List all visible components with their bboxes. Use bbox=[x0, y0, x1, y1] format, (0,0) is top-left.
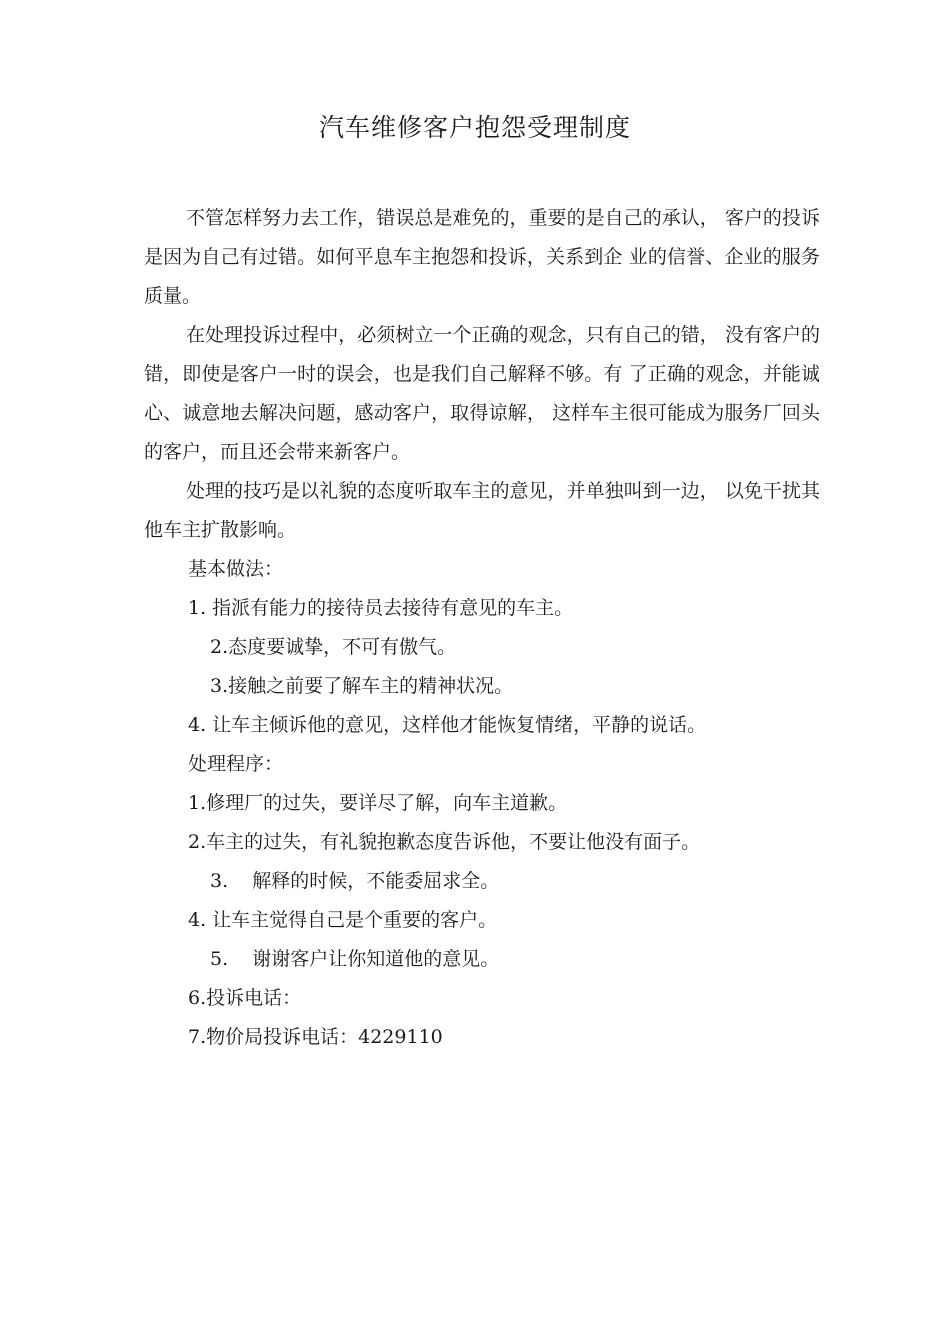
procedure-item: 3. 解释的时候，不能委屈求全。 bbox=[210, 870, 500, 892]
paragraph-intro: 不管怎样努力去工作，错误总是难免的，重要的是自己的承认， 客户的投诉是因为自己有过错。如何平息车主抱怨和投诉，关系到企 业的信誉、企业的服务质量。 bbox=[144, 207, 820, 307]
document-body bbox=[144, 199, 820, 1057]
procedure-item: 6.投诉电话： bbox=[188, 987, 302, 1009]
procedure-item-phone: 7.物价局投诉电话：4229110 bbox=[188, 1026, 443, 1048]
paragraph-technique: 处理的技巧是以礼貌的态度听取车主的意见，并单独叫到一边， 以免干扰其他车主扩散影响。 bbox=[144, 480, 820, 541]
procedure-item: 5. 谢谢客户让你知道他的意见。 bbox=[210, 948, 500, 970]
basic-method-item: 4. 让车主倾诉他的意见，这样他才能恢复情绪，平静的说话。 bbox=[188, 714, 707, 736]
basic-method-item: 2.态度要诚挚，不可有傲气。 bbox=[210, 636, 457, 658]
procedure-item: 1.修理厂的过失，要详尽了解，向车主道歉。 bbox=[188, 792, 568, 814]
basic-method-item: 3.接触之前要了解车主的精神状况。 bbox=[210, 675, 514, 697]
procedure-item: 4. 让车主觉得自己是个重要的客户。 bbox=[188, 909, 498, 931]
basic-methods-heading: 基本做法： bbox=[188, 558, 284, 580]
document-title: 汽车维修客户抱怨受理制度 bbox=[318, 113, 631, 142]
procedure-heading: 处理程序： bbox=[188, 753, 284, 775]
basic-method-item: 1. 指派有能力的接待员去接待有意见的车主。 bbox=[188, 597, 574, 619]
paragraph-attitude: 在处理投诉过程中，必须树立一个正确的观念，只有自己的错， 没有客户的错，即使是客户一时的误会，也是我们自己解释不够。有 了正确的观念，并能诚心、诚意地去解决问题，感动客户，取得谅解， 这样车主很可能成为服务厂回头的客户，而且还会带来新客户。 bbox=[144, 324, 820, 463]
procedure-item: 2.车主的过失，有礼貌抱歉态度告诉他，不要让他没有面子。 bbox=[188, 831, 701, 853]
